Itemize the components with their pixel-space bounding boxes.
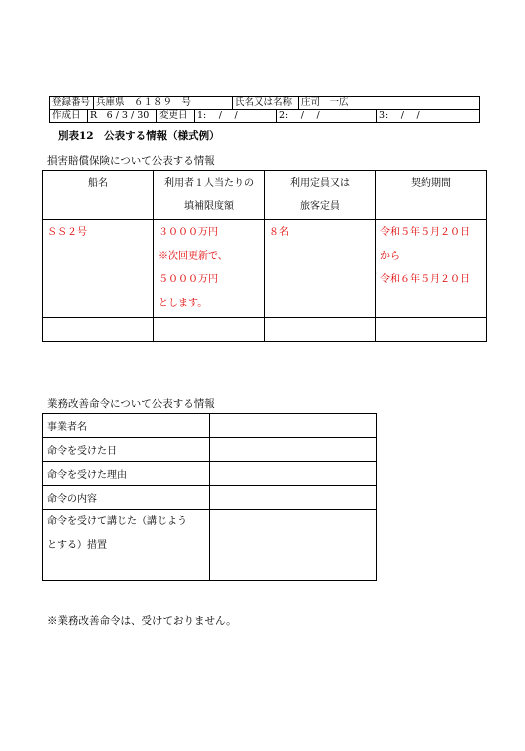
cell-coverage-limit: ３０００万円 ※次回更新で、 ５０００万円 とします。 xyxy=(154,220,265,318)
order-table xyxy=(42,413,377,581)
name-label: 氏名又は名称 xyxy=(233,97,299,110)
insurance-table xyxy=(42,170,487,342)
cell-ship-name: ＳＳ２号 xyxy=(43,220,154,318)
order-row-measures xyxy=(43,510,377,581)
reg-no-value: 兵庫県 ６１８９ 号 xyxy=(94,97,233,110)
order-value xyxy=(210,510,377,581)
change-3: 3: / / xyxy=(377,110,480,123)
registration-date-table xyxy=(49,109,480,123)
document-title: 別表12 公表する情報（様式例） xyxy=(58,130,220,142)
order-value xyxy=(210,462,377,486)
order-label: 事業者名 xyxy=(43,414,210,438)
order-row-reason xyxy=(43,462,377,486)
order-value xyxy=(210,438,377,462)
reg-no-label: 登録番号 xyxy=(50,97,94,110)
insurance-data-row xyxy=(43,220,487,318)
changed-label: 変更日 xyxy=(157,110,195,123)
insurance-empty-row xyxy=(43,318,487,342)
order-note: ※業務改善命令は、受けておりません。 xyxy=(47,615,237,627)
insurance-header-row xyxy=(43,171,487,220)
order-label: 命令を受けた理由 xyxy=(43,462,210,486)
order-value xyxy=(210,414,377,438)
order-row-business-name xyxy=(43,414,377,438)
order-value xyxy=(210,486,377,510)
order-row-date xyxy=(43,438,377,462)
created-value: R 6 / 3 / 30 xyxy=(88,110,157,123)
change-2: 2: / / xyxy=(277,110,377,123)
name-value: 庄司 一広 xyxy=(299,97,480,110)
created-label: 作成日 xyxy=(50,110,88,123)
header-capacity: 利用定員又は 旅客定員 xyxy=(265,171,376,220)
order-heading: 業務改善命令について公表する情報 xyxy=(47,398,215,410)
header-coverage-limit: 利用者１人当たりの 填補限度額 xyxy=(154,171,265,220)
header-ship-name: 船名 xyxy=(43,171,154,220)
order-row-content xyxy=(43,486,377,510)
insurance-heading: 損害賠償保険について公表する情報 xyxy=(47,155,215,167)
order-label: 命令の内容 xyxy=(43,486,210,510)
cell-capacity: ８名 xyxy=(265,220,376,318)
order-label: 命令を受けた日 xyxy=(43,438,210,462)
order-label: 命令を受けて講じた（講じよう とする）措置 xyxy=(43,510,210,581)
change-1: 1: / / xyxy=(195,110,277,123)
header-contract-period: 契約期間 xyxy=(376,171,487,220)
registration-table xyxy=(49,96,480,110)
cell-contract-period: 令和５年５月２０日 から 令和６年５月２０日 xyxy=(376,220,487,318)
